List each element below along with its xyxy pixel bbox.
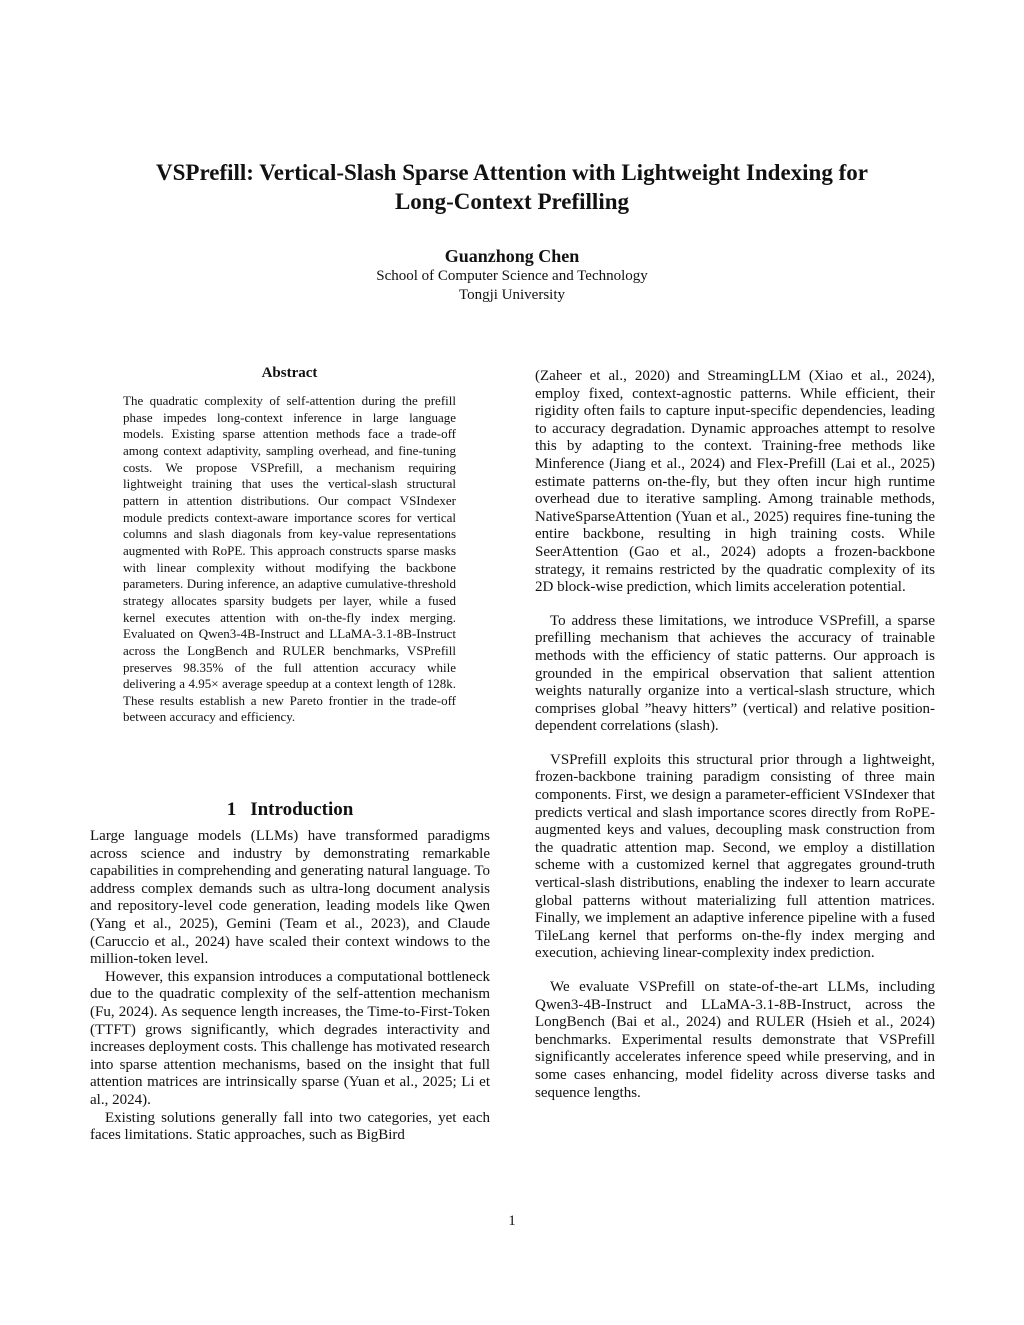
affiliation-line-2: Tongji University: [458, 287, 566, 303]
section-number: 1: [226, 799, 237, 820]
left-column-body: [90, 828, 490, 1145]
paper-title-line-2: Long-Context Prefilling: [394, 189, 630, 214]
intro-paragraph: We evaluate VSPrefill on state-of-the-art LLMs, including Qwen3-4B-Instruct and LLaMA-3.1-8B-Instruct, across the LongBench (Bai et al., 2024) and RULER (Hsieh et al., 2024) benchmarks. Experimental results demonstrate that VSPrefill significantly accelerates inference speed while preserving, and in some cases enhancing, model fidelity across diverse tasks and sequence lengths.: [535, 979, 935, 1101]
page-number: 1: [508, 1213, 516, 1229]
abstract-text: The quadratic complexity of self-attention during the prefill phase impedes long-context inference in large language models. Existing sparse attention methods face a trade-off among context adaptivity, sampling overhead, and fine-tuning costs. We propose VSPrefill, a mechanism requiring lightweight training that uses the vertical-slash structural pattern in attention distributions. Our compact VSIndexer module predicts context-aware importance scores for vertical columns and slash diagonals from key-value representations augmented with RoPE. This approach constructs sparse masks with linear complexity without modifying the backbone parameters. During inference, an adaptive cumulative-threshold strategy allocates sparsity budgets per layer, while a fused kernel executes attention with on-the-fly index merging. Evaluated on Qwen3-4B-Instruct and LLaMA-3.1-8B-Instruct across the LongBench and RULER benchmarks, VSPrefill preserves 98.35% of the full attention accuracy while delivering a 4.95× average speedup at a context length of 128k. These results establish a new Pareto frontier in the trade-off between accuracy and efficiency.: [123, 393, 456, 725]
intro-paragraph: VSPrefill exploits this structural prior through a lightweight, frozen-backbone training paradigm consisting of three main components. First, we design a parameter-efficient VSIndexer that predicts vertical and slash importance scores directly from RoPE-augmented keys and values, decoupling mask construction from the quadratic attention map. Second, we employ a distillation scheme with a customized kernel that aggregates ground-truth vertical-slash distributions, enabling the indexer to learn accurate global patterns without materializing full attention matrices. Finally, we implement an adaptive inference pipeline with a fused TileLang kernel that performs on-the-fly index merging and execution, achieving linear-complexity index prediction.: [535, 751, 935, 962]
intro-paragraph: Existing solutions generally fall into two categories, yet each faces limitations. Static approaches, such as BigBird: [90, 1109, 490, 1144]
intro-paragraph: However, this expansion introduces a computational bottleneck due to the quadratic complexity of the self-attention mechanism (Fu, 2024). As sequence length increases, the Time-to-First-Token (TTFT) grows significantly, which degrades interactivity and increases deployment costs. This challenge has motivated research into sparse attention mechanisms, based on the insight that full attention matrices are intrinsically sparse (Yuan et al., 2025; Li et al., 2024).: [90, 968, 490, 1108]
affiliation-line-1: School of Computer Science and Technology: [376, 268, 648, 284]
right-column-body: [535, 368, 935, 1102]
section-title: Introduction: [250, 799, 354, 820]
paper-title-line-1: VSPrefill: Vertical-Slash Sparse Attention with Lightweight Indexing for: [156, 160, 868, 185]
section-heading-introduction: [90, 798, 490, 822]
abstract-section: [123, 364, 456, 726]
paper-title: [90, 158, 934, 216]
abstract-heading: Abstract: [261, 365, 318, 381]
author-block: [90, 245, 934, 305]
intro-paragraph: To address these limitations, we introduce VSPrefill, a sparse prefilling mechanism that achieves the accuracy of trainable methods with the efficiency of static patterns. Our approach is grounded in the empirical observation that salient attention weights naturally organize into a vertical-slash structure, which comprises global ”heavy hitters” (vertical) and relative position-dependent correlations (slash).: [535, 612, 935, 735]
author-name: Guanzhong Chen: [444, 246, 580, 266]
intro-paragraph: Large language models (LLMs) have transformed paradigms across science and industry by demonstrating remarkable capabilities in comprehending and generating natural language. To address complex demands such as ultra-long document analysis and repository-level code generation, leading models like Qwen (Yang et al., 2025), Gemini (Team et al., 2023), and Claude (Caruccio et al., 2024) have scaled their context windows to the million-token level.: [90, 828, 490, 968]
intro-paragraph: (Zaheer et al., 2020) and StreamingLLM (Xiao et al., 2024), employ fixed, context-agnostic patterns. While efficient, their rigidity often fails to capture input-specific dependencies, leading to accuracy degradation. Dynamic approaches attempt to resolve this by adapting to the context. Training-free methods like Minference (Jiang et al., 2024) and Flex-Prefill (Lai et al., 2025) estimate patterns on-the-fly, but they often incur high runtime overhead due to iterative sampling. Among trainable methods, NativeSparseAttention (Yuan et al., 2025) requires fine-tuning the entire backbone, resulting in high training costs. While SeerAttention (Gao et al., 2024) adopts a frozen-backbone strategy, it remains restricted by the quadratic complexity of its 2D block-wise prediction, which limits acceleration potential.: [535, 368, 935, 596]
